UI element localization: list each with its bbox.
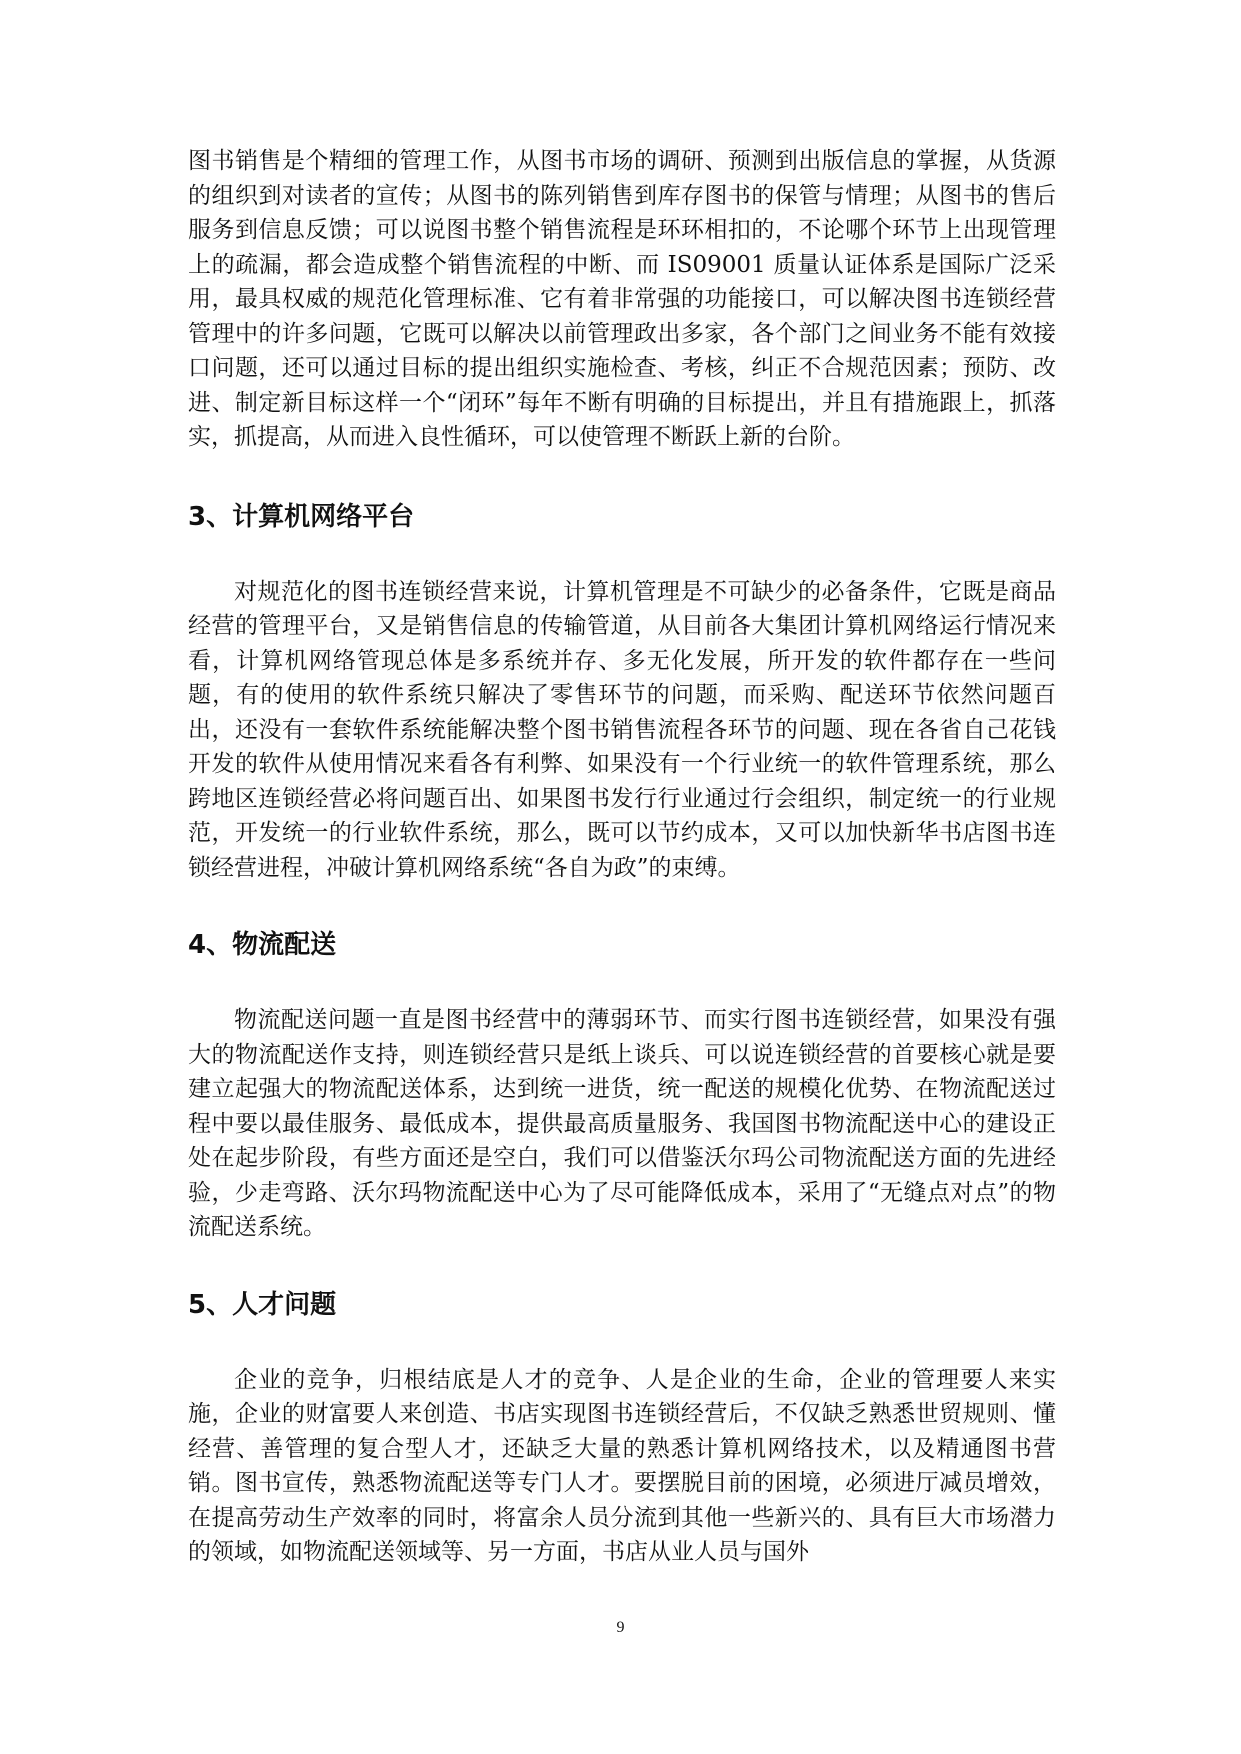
document-body — [188, 144, 1056, 1570]
paragraph-computer-network: 对规范化的图书连锁经营来说，计算机管理是不可缺少的必备条件，它既是商品经营的管理平台，又是销售信息的传输管道，从目前各大集团计算机网络运行情况来看，计算机网络管现总体是多系统并存、多无化发展，所开发的软件都存在一些问题，有的使用的软件系统只解决了零售环节的问题，而采购、配送环节依然问题百出，还没有一套软件系统能解决整个图书销售流程各环节的问题、现在各省自己花钱开发的软件从使用情况来看各有利弊、如果没有一个行业统一的软件管理系统，那么跨地区连锁经营必将问题百出、如果图书发行行业通过行会组织，制定统一的行业规范，开发统一的行业软件系统，那么，既可以节约成本，又可以加快新华书店图书连锁经营进程，冲破计算机网络系统“各自为政”的束缚。 — [188, 578, 1056, 881]
section-heading-logistics: 4、物流配送 — [188, 930, 337, 960]
section-heading-talent: 5、人才问题 — [188, 1289, 337, 1320]
paragraph-logistics: 物流配送问题一直是图书经营中的薄弱环节、而实行图书连锁经营，如果没有强大的物流配送作支持，则连锁经营只是纸上谈兵、可以说连锁经营的首要核心就是要建立起强大的物流配送体系，达到统一进货，统一配送的规模化优势、在物流配送过程中要以最佳服务、最低成本，提供最高质量服务、我国图书物流配送中心的建设正处在起步阶段，有些方面还是空白，我们可以借鉴沃尔玛公司物流配送方面的先进经验，少走弯路、沃尔玛物流配送中心为了尽可能降低成本，采用了“无缝点对点”的物流配送系统。 — [188, 1007, 1056, 1240]
paragraph-iso9001: 图书销售是个精细的管理工作，从图书市场的调研、预测到出版信息的掌握，从货源的组织到对读者的宣传；从图书的陈列销售到库存图书的保管与情理；从图书的售后服务到信息反馈；可以说图书整个销售流程是环环相扣的，不论哪个环节上出现管理上的疏漏，都会造成整个销售流程的中断、而 IS09001 质量认证体系是国际广泛采用，最具权威的规范化管理标准、它有着非常强的功能接口，可以解决图书连锁经营管理中的许多问题，它既可以解决以前管理政出多家，各个部门之间业务不能有效接口问题，还可以通过目标的提出组织实施检查、考核，纠正不合规范因素；预防、改进、制定新目标这样一个“闭环”每年不断有明确的目标提出，并且有措施跟上，抓落实，抓提高，从而进入良性循环，可以使管理不断跃上新的台阶。 — [188, 148, 1056, 450]
paragraph-talent: 企业的竞争，归根结底是人才的竞争、人是企业的生命，企业的管理要人来实施，企业的财富要人来创造、书店实现图书连锁经营后，不仅缺乏熟悉世贸规则、懂经营、善管理的复合型人才，还缺乏大量的熟悉计算机网络技术，以及精通图书营销。图书宣传，熟悉物流配送等专门人才。要摆脱目前的困境，必须进厅减员增效，在提高劳动生产效率的同时，将富余人员分流到其他一些新兴的、具有巨大市场潜力的领域，如物流配送领域等、另一方面，书店从业人员与国外 — [188, 1366, 1056, 1565]
section-heading-computer-network: 3、计算机网络平台 — [188, 501, 415, 532]
page-number: 9 — [616, 1619, 625, 1636]
